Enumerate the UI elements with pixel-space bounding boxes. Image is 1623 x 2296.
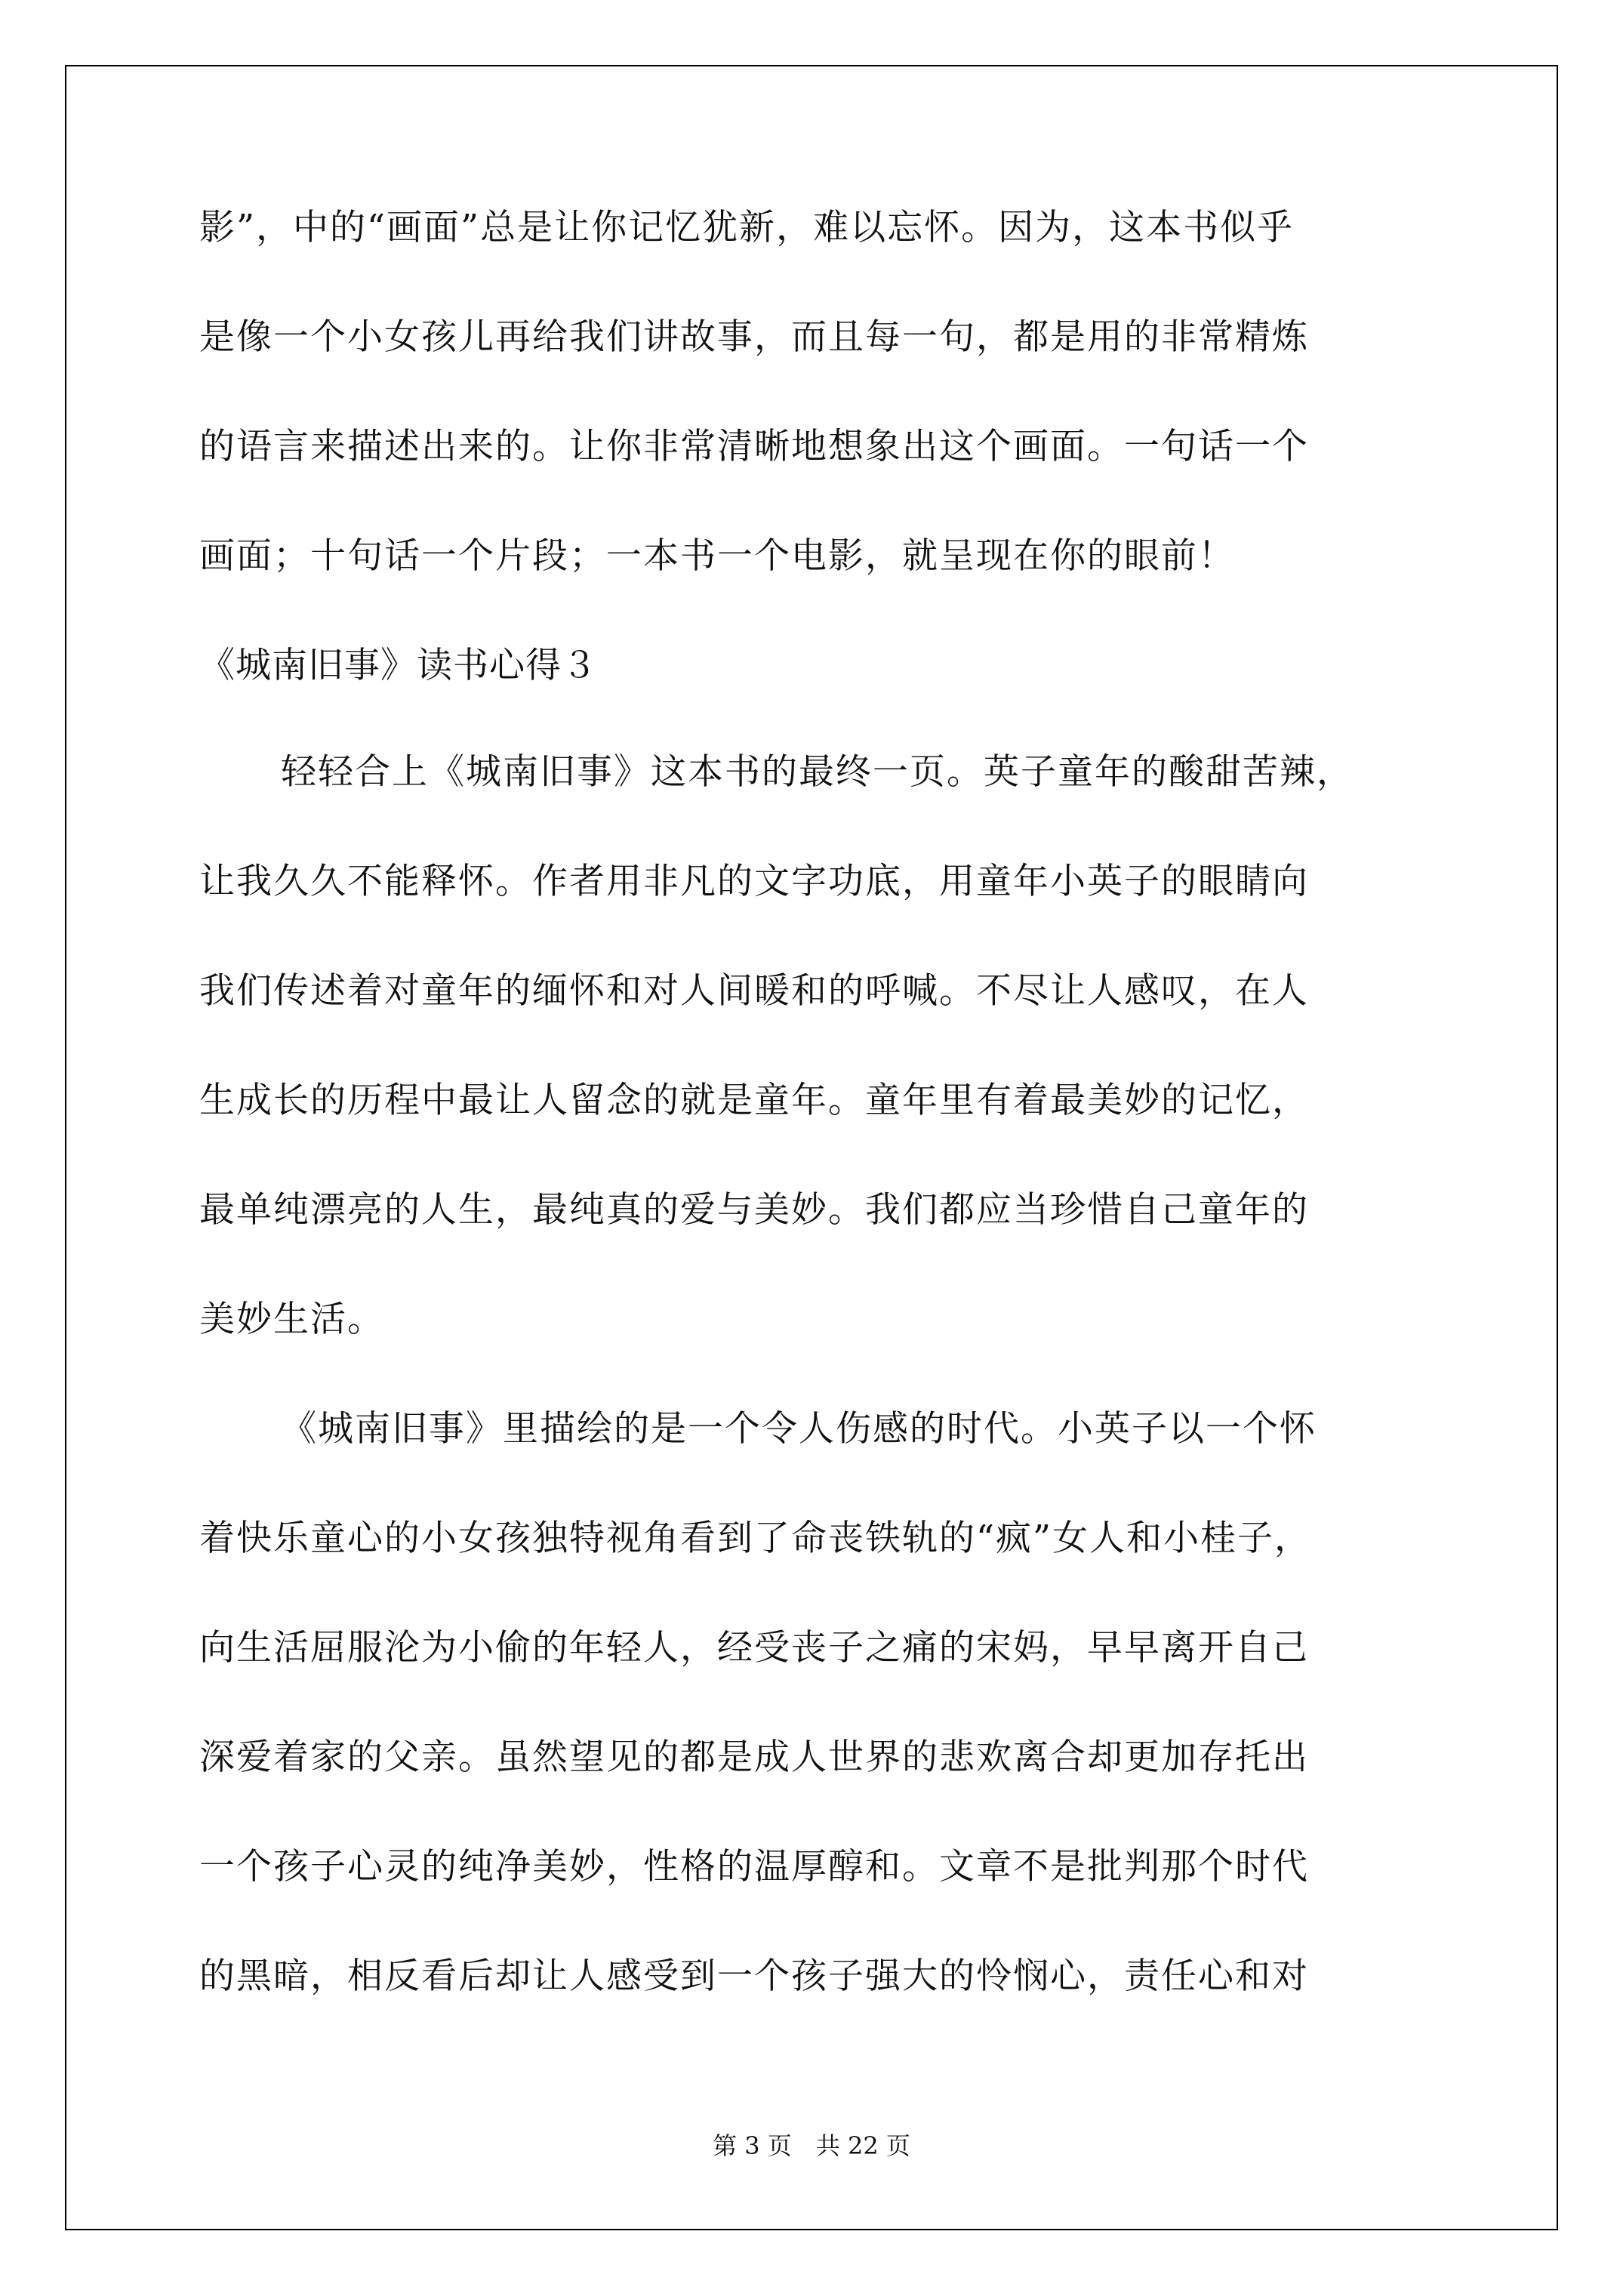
paragraph-first-line: 《城南旧事》里描绘的是一个令人伤感的时代。小英子以一个怀 <box>281 1408 1317 1450</box>
text-line: 让我久久不能释怀。作者用非凡的文字功底，用童年小英子的眼睛向 <box>199 861 1309 902</box>
text-line: 着快乐童心的小女孩独特视角看到了命丧铁轨的“疯”女人和小桂子， <box>199 1518 1312 1559</box>
section-heading: 《城南旧事》读书心得３ <box>199 645 598 686</box>
document-body <box>199 207 1437 2068</box>
text-line: 影”，中的“画面”总是让你记忆犹新，难以忘怀。因为，这本书似乎 <box>199 207 1295 248</box>
text-line: 我们传述着对童年的缅怀和对人间暖和的呼喊。不尽让人感叹，在人 <box>199 970 1309 1012</box>
text-line: 向生活屈服沦为小偷的年轻人，经受丧子之痛的宋妈，早早离开自己 <box>199 1627 1309 1669</box>
text-line: 深爱着家的父亲。虽然望见的都是成人世界的悲欢离合却更加存托出 <box>199 1737 1309 1778</box>
text-line: 生成长的历程中最让人留念的就是童年。童年里有着最美妙的记忆， <box>199 1080 1309 1121</box>
text-line: 一个孩子心灵的纯净美妙，性格的温厚醇和。文章不是批判那个时代 <box>199 1846 1309 1888</box>
text-line: 美妙生活。 <box>199 1299 384 1340</box>
text-line: 的黑暗，相反看后却让人感受到一个孩子强大的怜悯心，责任心和对 <box>199 1955 1309 1997</box>
page-footer: 第 3 页 共 22 页 <box>713 2131 910 2160</box>
text-line: 最单纯漂亮的人生，最纯真的爱与美妙。我们都应当珍惜自己童年的 <box>199 1189 1309 1231</box>
paragraph-first-line: 轻轻合上《城南旧事》这本书的最终一页。英子童年的酸甜苦辣， <box>281 751 1354 793</box>
text-line: 画面；十句话一个片段；一本书一个电影，就呈现在你的眼前！ <box>199 535 1235 577</box>
text-line: 是像一个小女孩儿再给我们讲故事，而且每一句，都是用的非常精炼 <box>199 316 1309 358</box>
text-line: 的语言来描述出来的。让你非常清晰地想象出这个画面。一句话一个 <box>199 426 1309 467</box>
